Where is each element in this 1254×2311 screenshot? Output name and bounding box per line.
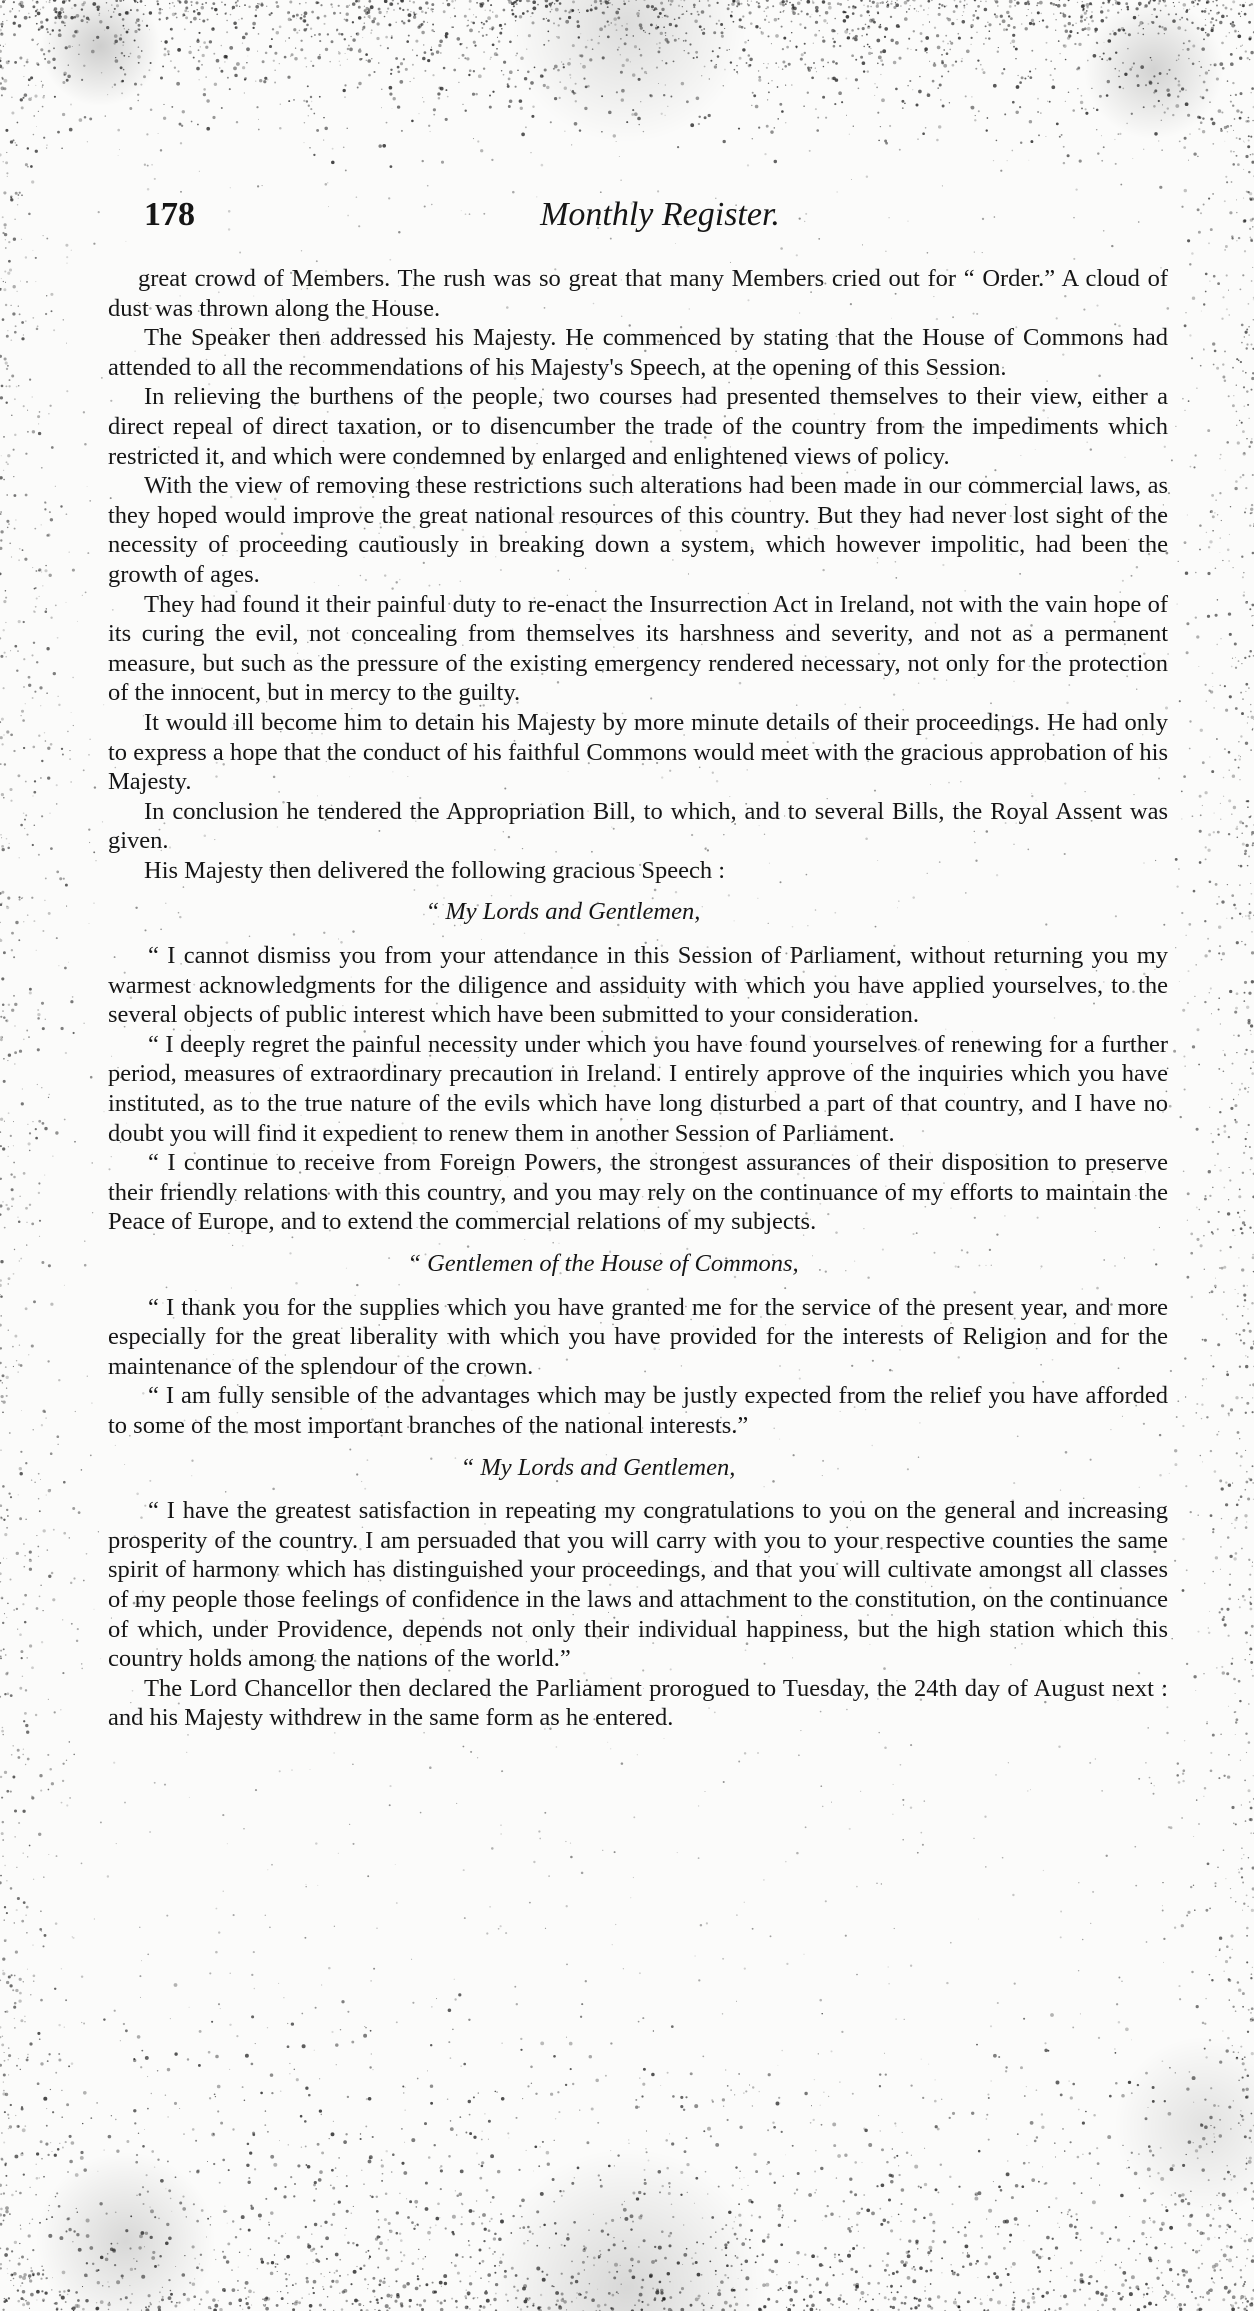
- speech-paragraph: “ I have the greatest satisfaction in repeating my congratulations to you on the general and increasing prosperity of the country. I am persuaded that you will carry with you to your respective counties the same spirit of harmony which has distinguished your proceedings, and that you will cultivate amongst all classes of my people those feelings of confidence in the laws and attachment to the constitution, on the continuance of which, under Providence, depends not only their individual happiness, but the high station which this country holds among the nations of the world.”: [108, 1497, 1168, 1673]
- speech-paragraph: “ I deeply regret the painful necessity under which you have found yourselves of renewing for a further period, measures of extraordinary precaution in Ireland. I entirely approve of the inquiries which you have instituted, as to the true nature of the evils which have long disturbed a part of that country, and I have no doubt you will find it expedient to renew them in another Session of Parliament.: [108, 1030, 1168, 1147]
- speech-paragraph: “ I cannot dismiss you from your attendance in this Session of Parliament, without returning you my warmest acknowledgments for the diligence and assiduity with which you have applied yourselves, to the several objects of public interest which have been submitted to your consideration.: [108, 942, 1168, 1029]
- paragraph: great crowd of Members. The rush was so great that many Members cried out for “ Order.” A cloud of dust was thrown along the House.: [108, 265, 1168, 322]
- speech-paragraph: “ I continue to receive from Foreign Powers, the strongest assurances of their disposition to preserve their friendly relations with this country, and you may rely on the continuance of my efforts to maintain the Peace of Europe, and to extend the commercial relations of my subjects.: [108, 1149, 1168, 1236]
- journal-title: Monthly Register.: [540, 196, 780, 233]
- paragraph: In relieving the burthens of the people, two courses had presented themselves to their view, either a direct repeal of direct taxation, or to disencumber the trade of the country from the impediments which restricted it, and which were condemned by enlarged and enlightened views of policy.: [108, 383, 1168, 470]
- paragraph: In conclusion he tendered the Appropriation Bill, to which, and to several Bills, the Royal Assent was given.: [108, 797, 1168, 855]
- speech-salutation: “ My Lords and Gentlemen,: [425, 898, 701, 926]
- paragraph: They had found it their painful duty to re-enact the Insurrection Act in Ireland, not with the vain hope of its curing the evil, not concealing from themselves its harshness and severity, and not as a permanent measure, but such as the pressure of the existing emergency rendered necessary, not only for the protection of the innocent, but in mercy to the guilty.: [108, 590, 1168, 707]
- paragraph: His Majesty then delivered the following gracious Speech :: [144, 856, 726, 884]
- paragraph: The Speaker then addressed his Majesty. He commenced by stating that the House of Commons had attended to all the recommendations of his Majesty's Speech, at the opening of this Session.: [108, 324, 1168, 381]
- paragraph: With the view of removing these restrictions such alterations had been made in our commercial laws, as they hoped would improve the great national resources of this country. But they had never lost sight of the necessity of proceeding cautiously in breaking down a system, which however impolitic, had been the growth of ages.: [108, 472, 1168, 588]
- running-head: [140, 196, 1180, 242]
- speech-paragraph: “ I am fully sensible of the advantages which may be justly expected from the relief you have afforded to some of the most important branches of the national interests.”: [108, 1382, 1168, 1439]
- speech-salutation: “ My Lords and Gentlemen,: [460, 1453, 736, 1481]
- article-text: [108, 264, 1168, 1733]
- speech-paragraph: “ I thank you for the supplies which you have granted me for the service of the present year, and more especially for the great liberality with which you have provided for the interests of Religion and for the maintenance of the splendour of the crown.: [108, 1293, 1168, 1380]
- page-number: 178: [144, 196, 195, 233]
- paragraph: The Lord Chancellor then declared the Parliament prorogued to Tuesday, the 24th day of August next : and his Majesty withdrew in the same form as he entered.: [108, 1674, 1168, 1732]
- paragraph: It would ill become him to detain his Majesty by more minute details of their proceedings. He had only to express a hope that the conduct of his faithful Commons would meet with the gracious approbation of his Majesty.: [108, 708, 1168, 796]
- speech-salutation: “ Gentlemen of the House of Commons,: [407, 1250, 799, 1277]
